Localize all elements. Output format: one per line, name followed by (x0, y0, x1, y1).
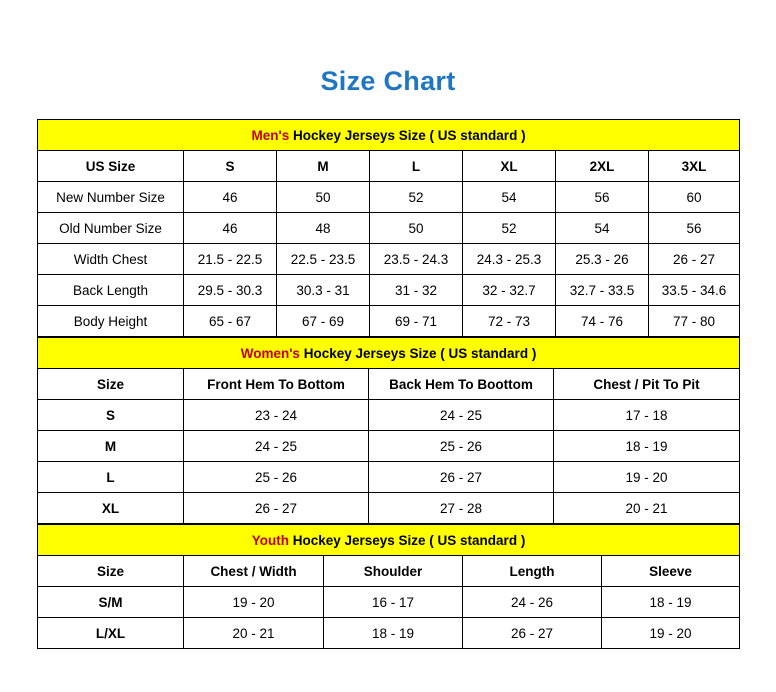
womens-cell: 24 - 25 (184, 431, 369, 462)
mens-cell: 72 - 73 (463, 306, 556, 337)
mens-row-label: Body Height (38, 306, 184, 337)
womens-cell: 20 - 21 (554, 493, 740, 524)
womens-row-label: L (38, 462, 184, 493)
youth-row-label: S/M (38, 587, 184, 618)
mens-cell: 21.5 - 22.5 (184, 244, 277, 275)
womens-cell: 27 - 28 (369, 493, 554, 524)
mens-size-table (37, 119, 740, 337)
mens-cell: 32.7 - 33.5 (556, 275, 649, 306)
mens-header-cell: L (370, 151, 463, 182)
youth-cell: 18 - 19 (324, 618, 463, 649)
mens-band-row (38, 120, 740, 151)
youth-band-row (38, 525, 740, 556)
youth-row-label: L/XL (38, 618, 184, 649)
womens-size-table (37, 337, 740, 524)
mens-header-cell: 3XL (649, 151, 740, 182)
table-row (38, 182, 740, 213)
mens-row-label: Back Length (38, 275, 184, 306)
mens-cell: 52 (463, 213, 556, 244)
table-row (38, 587, 740, 618)
womens-band-accent: Women's (240, 345, 300, 361)
youth-header-cell: Sleeve (602, 556, 740, 587)
youth-cell: 16 - 17 (324, 587, 463, 618)
table-row (38, 493, 740, 524)
table-row (38, 462, 740, 493)
mens-cell: 48 (277, 213, 370, 244)
womens-band-row (38, 338, 740, 369)
mens-cell: 69 - 71 (370, 306, 463, 337)
womens-header-cell: Back Hem To Boottom (369, 369, 554, 400)
mens-band-rest: Hockey Jerseys Size ( US standard ) (289, 127, 526, 143)
youth-cell: 20 - 21 (184, 618, 324, 649)
mens-cell: 74 - 76 (556, 306, 649, 337)
youth-cell: 24 - 26 (463, 587, 602, 618)
mens-cell: 30.3 - 31 (277, 275, 370, 306)
mens-row-label: Width Chest (38, 244, 184, 275)
mens-band-accent: Men's (251, 127, 290, 143)
table-row (38, 306, 740, 337)
mens-cell: 46 (184, 182, 277, 213)
womens-cell: 23 - 24 (184, 400, 369, 431)
mens-row-label: Old Number Size (38, 213, 184, 244)
table-row (38, 151, 740, 182)
table-row (38, 556, 740, 587)
youth-header-cell: Size (38, 556, 184, 587)
youth-size-table (37, 524, 740, 649)
table-row (38, 431, 740, 462)
mens-cell: 24.3 - 25.3 (463, 244, 556, 275)
size-chart-tables (0, 97, 776, 649)
mens-cell: 67 - 69 (277, 306, 370, 337)
youth-cell: 19 - 20 (602, 618, 740, 649)
womens-cell: 18 - 19 (554, 431, 740, 462)
table-row (38, 213, 740, 244)
womens-cell: 19 - 20 (554, 462, 740, 493)
youth-header-cell: Length (463, 556, 602, 587)
mens-cell: 26 - 27 (649, 244, 740, 275)
mens-cell: 29.5 - 30.3 (184, 275, 277, 306)
mens-cell: 52 (370, 182, 463, 213)
mens-header-cell: M (277, 151, 370, 182)
page-title: Size Chart (320, 66, 456, 96)
mens-cell: 25.3 - 26 (556, 244, 649, 275)
youth-header-cell: Chest / Width (184, 556, 324, 587)
womens-cell: 25 - 26 (184, 462, 369, 493)
mens-header-cell: XL (463, 151, 556, 182)
womens-cell: 25 - 26 (369, 431, 554, 462)
womens-cell: 26 - 27 (369, 462, 554, 493)
table-row (38, 400, 740, 431)
youth-cell: 19 - 20 (184, 587, 324, 618)
mens-band-title (38, 120, 740, 151)
youth-band-title (38, 525, 740, 556)
mens-cell: 23.5 - 24.3 (370, 244, 463, 275)
table-row (38, 244, 740, 275)
womens-row-label: XL (38, 493, 184, 524)
womens-row-label: S (38, 400, 184, 431)
mens-cell: 54 (463, 182, 556, 213)
mens-cell: 56 (649, 213, 740, 244)
mens-cell: 50 (370, 213, 463, 244)
mens-row-label: New Number Size (38, 182, 184, 213)
mens-cell: 32 - 32.7 (463, 275, 556, 306)
mens-header-cell: US Size (38, 151, 184, 182)
youth-band-accent: Youth (251, 532, 289, 548)
mens-cell: 31 - 32 (370, 275, 463, 306)
table-row (38, 275, 740, 306)
table-row (38, 369, 740, 400)
mens-header-cell: 2XL (556, 151, 649, 182)
youth-cell: 18 - 19 (602, 587, 740, 618)
table-row (38, 618, 740, 649)
womens-header-cell: Size (38, 369, 184, 400)
mens-cell: 60 (649, 182, 740, 213)
youth-header-cell: Shoulder (324, 556, 463, 587)
womens-cell: 24 - 25 (369, 400, 554, 431)
womens-cell: 26 - 27 (184, 493, 369, 524)
mens-cell: 33.5 - 34.6 (649, 275, 740, 306)
womens-header-cell: Chest / Pit To Pit (554, 369, 740, 400)
womens-row-label: M (38, 431, 184, 462)
mens-cell: 65 - 67 (184, 306, 277, 337)
womens-band-title (38, 338, 740, 369)
youth-cell: 26 - 27 (463, 618, 602, 649)
mens-cell: 56 (556, 182, 649, 213)
mens-cell: 77 - 80 (649, 306, 740, 337)
womens-header-cell: Front Hem To Bottom (184, 369, 369, 400)
womens-band-rest: Hockey Jerseys Size ( US standard ) (299, 345, 537, 361)
mens-cell: 22.5 - 23.5 (277, 244, 370, 275)
mens-cell: 46 (184, 213, 277, 244)
youth-band-rest: Hockey Jerseys Size ( US standard ) (288, 532, 526, 548)
womens-cell: 17 - 18 (554, 400, 740, 431)
mens-cell: 50 (277, 182, 370, 213)
mens-cell: 54 (556, 213, 649, 244)
mens-header-cell: S (184, 151, 277, 182)
